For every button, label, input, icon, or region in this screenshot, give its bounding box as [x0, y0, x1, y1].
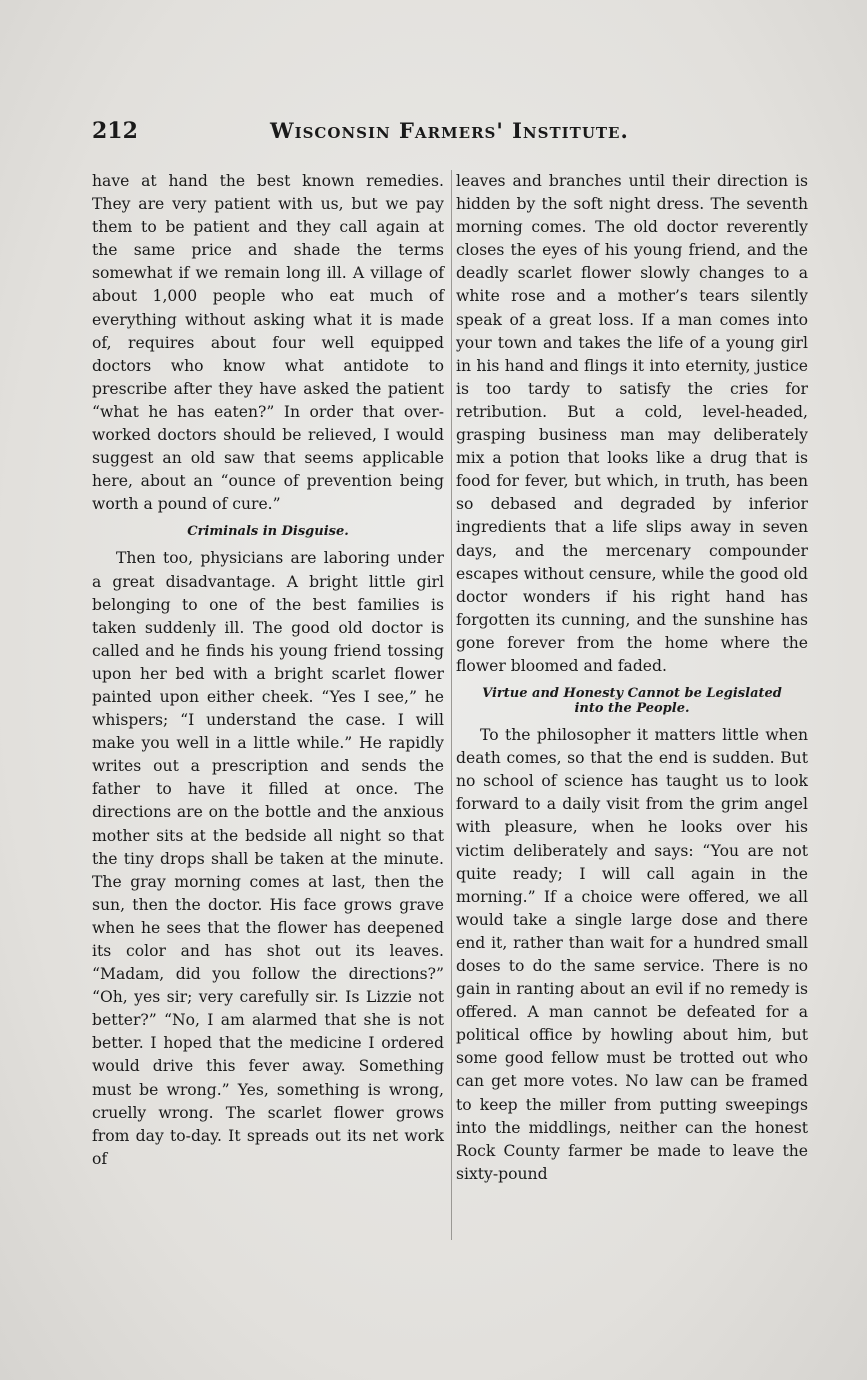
subheading-line-1: Virtue and Honesty Cannot be Legislated [482, 686, 782, 702]
left-column [92, 170, 444, 1171]
subheading-line-2: into the People. [574, 701, 690, 717]
subheading-criminals-in-disguise: Criminals in Disguise. [187, 524, 349, 540]
column-divider [451, 170, 452, 1240]
right-column [456, 170, 808, 1186]
right-paragraph-1: leaves and branches until their direction is hidden by the soft night dress. The seventh morning comes. The old doctor reverently closes the eyes of his young friend, and the deadly scarlet flower slowly changes to a white rose and a mother’s tears silently speak of a great loss. If a man comes into your town and takes the life of a young girl in his hand and flings it into eternity, justice is too tardy to satisfy the cries for retribution. But a cold, level-headed, grasping business man may deliberately mix a potion that looks like a drug that is food for fever, but which, in truth, has been so debased and degraded by inferior ingredients that a life slips away in seven days, and the mercenary compounder escapes without censure, while the good old doctor wonders if his right hand has forgotten its cunning, and the sunshine has gone forever from the home where the flower bloomed and faded. [456, 172, 808, 675]
right-paragraph-2: To the philosopher it matters little when death comes, so that the end is sudden. But no school of science has taught us to look forward to a daily visit from the grim angel with pleasure, when he looks over his victim deliberately and says: “You are not quite ready; I will call again in the morning.” If a choice were offered, we all would take a single large dose and there end it, rather than wait for a hundred small doses to do the same service. There is no gain in ranting about an evil if no remedy is offered. A man cannot be defeated for a political office by howling about him, but some good fellow must be trotted out who can get more votes. No law can be framed to keep the miller from putting sweepings into the middlings, neither can the honest Rock County farmer be made to leave the sixty-pound [456, 726, 808, 1183]
page-number: 212 [92, 118, 138, 144]
page-header [92, 118, 814, 148]
running-title: Wisconsin Farmers' Institute. [270, 118, 629, 143]
subheading-virtue-and-honesty [456, 686, 808, 716]
left-paragraph-1: have at hand the best known remedies. They are very patient with us, but we pay them to be patient and they call again at the same price and shade the terms somewhat if we remain long ill. A village of about 1,000 people who eat much of everything without asking what it is made of, requires about four well equipped doctors who know what antidote to prescribe after they have asked the patient “what he has eaten?” In order that over-worked doctors should be relieved, I would suggest an old saw that seems applicable here, about an “ounce of prevention being worth a pound of cure.” [92, 172, 444, 514]
left-paragraph-2: Then too, physicians are laboring under a great disadvantage. A bright little girl belonging to one of the best families is taken suddenly ill. The good old doctor is called and he finds his young friend tossing upon her bed with a bright scarlet flower painted upon either cheek. “Yes I see,” he whispers; “I understand the case. I will make you well in a little while.” He rapidly writes out a prescription and sends the father to have it filled at once. The directions are on the bottle and the anxious mother sits at the bedside all night so that the tiny drops shall be taken at the minute. The gray morning comes at last, then the sun, then the doctor. His face grows grave when he sees that the flower has deepened its color and has shot out its leaves. “Madam, did you follow the directions?” “Oh, yes sir; very carefully sir. Is Lizzie not better?” “No, I am alarmed that she is not better. I hoped that the medicine I ordered would drive this fever away. Something must be wrong.” Yes, something is wrong, cruelly wrong. The scarlet flower grows from day to-day. It spreads out its net work of [92, 549, 444, 1168]
